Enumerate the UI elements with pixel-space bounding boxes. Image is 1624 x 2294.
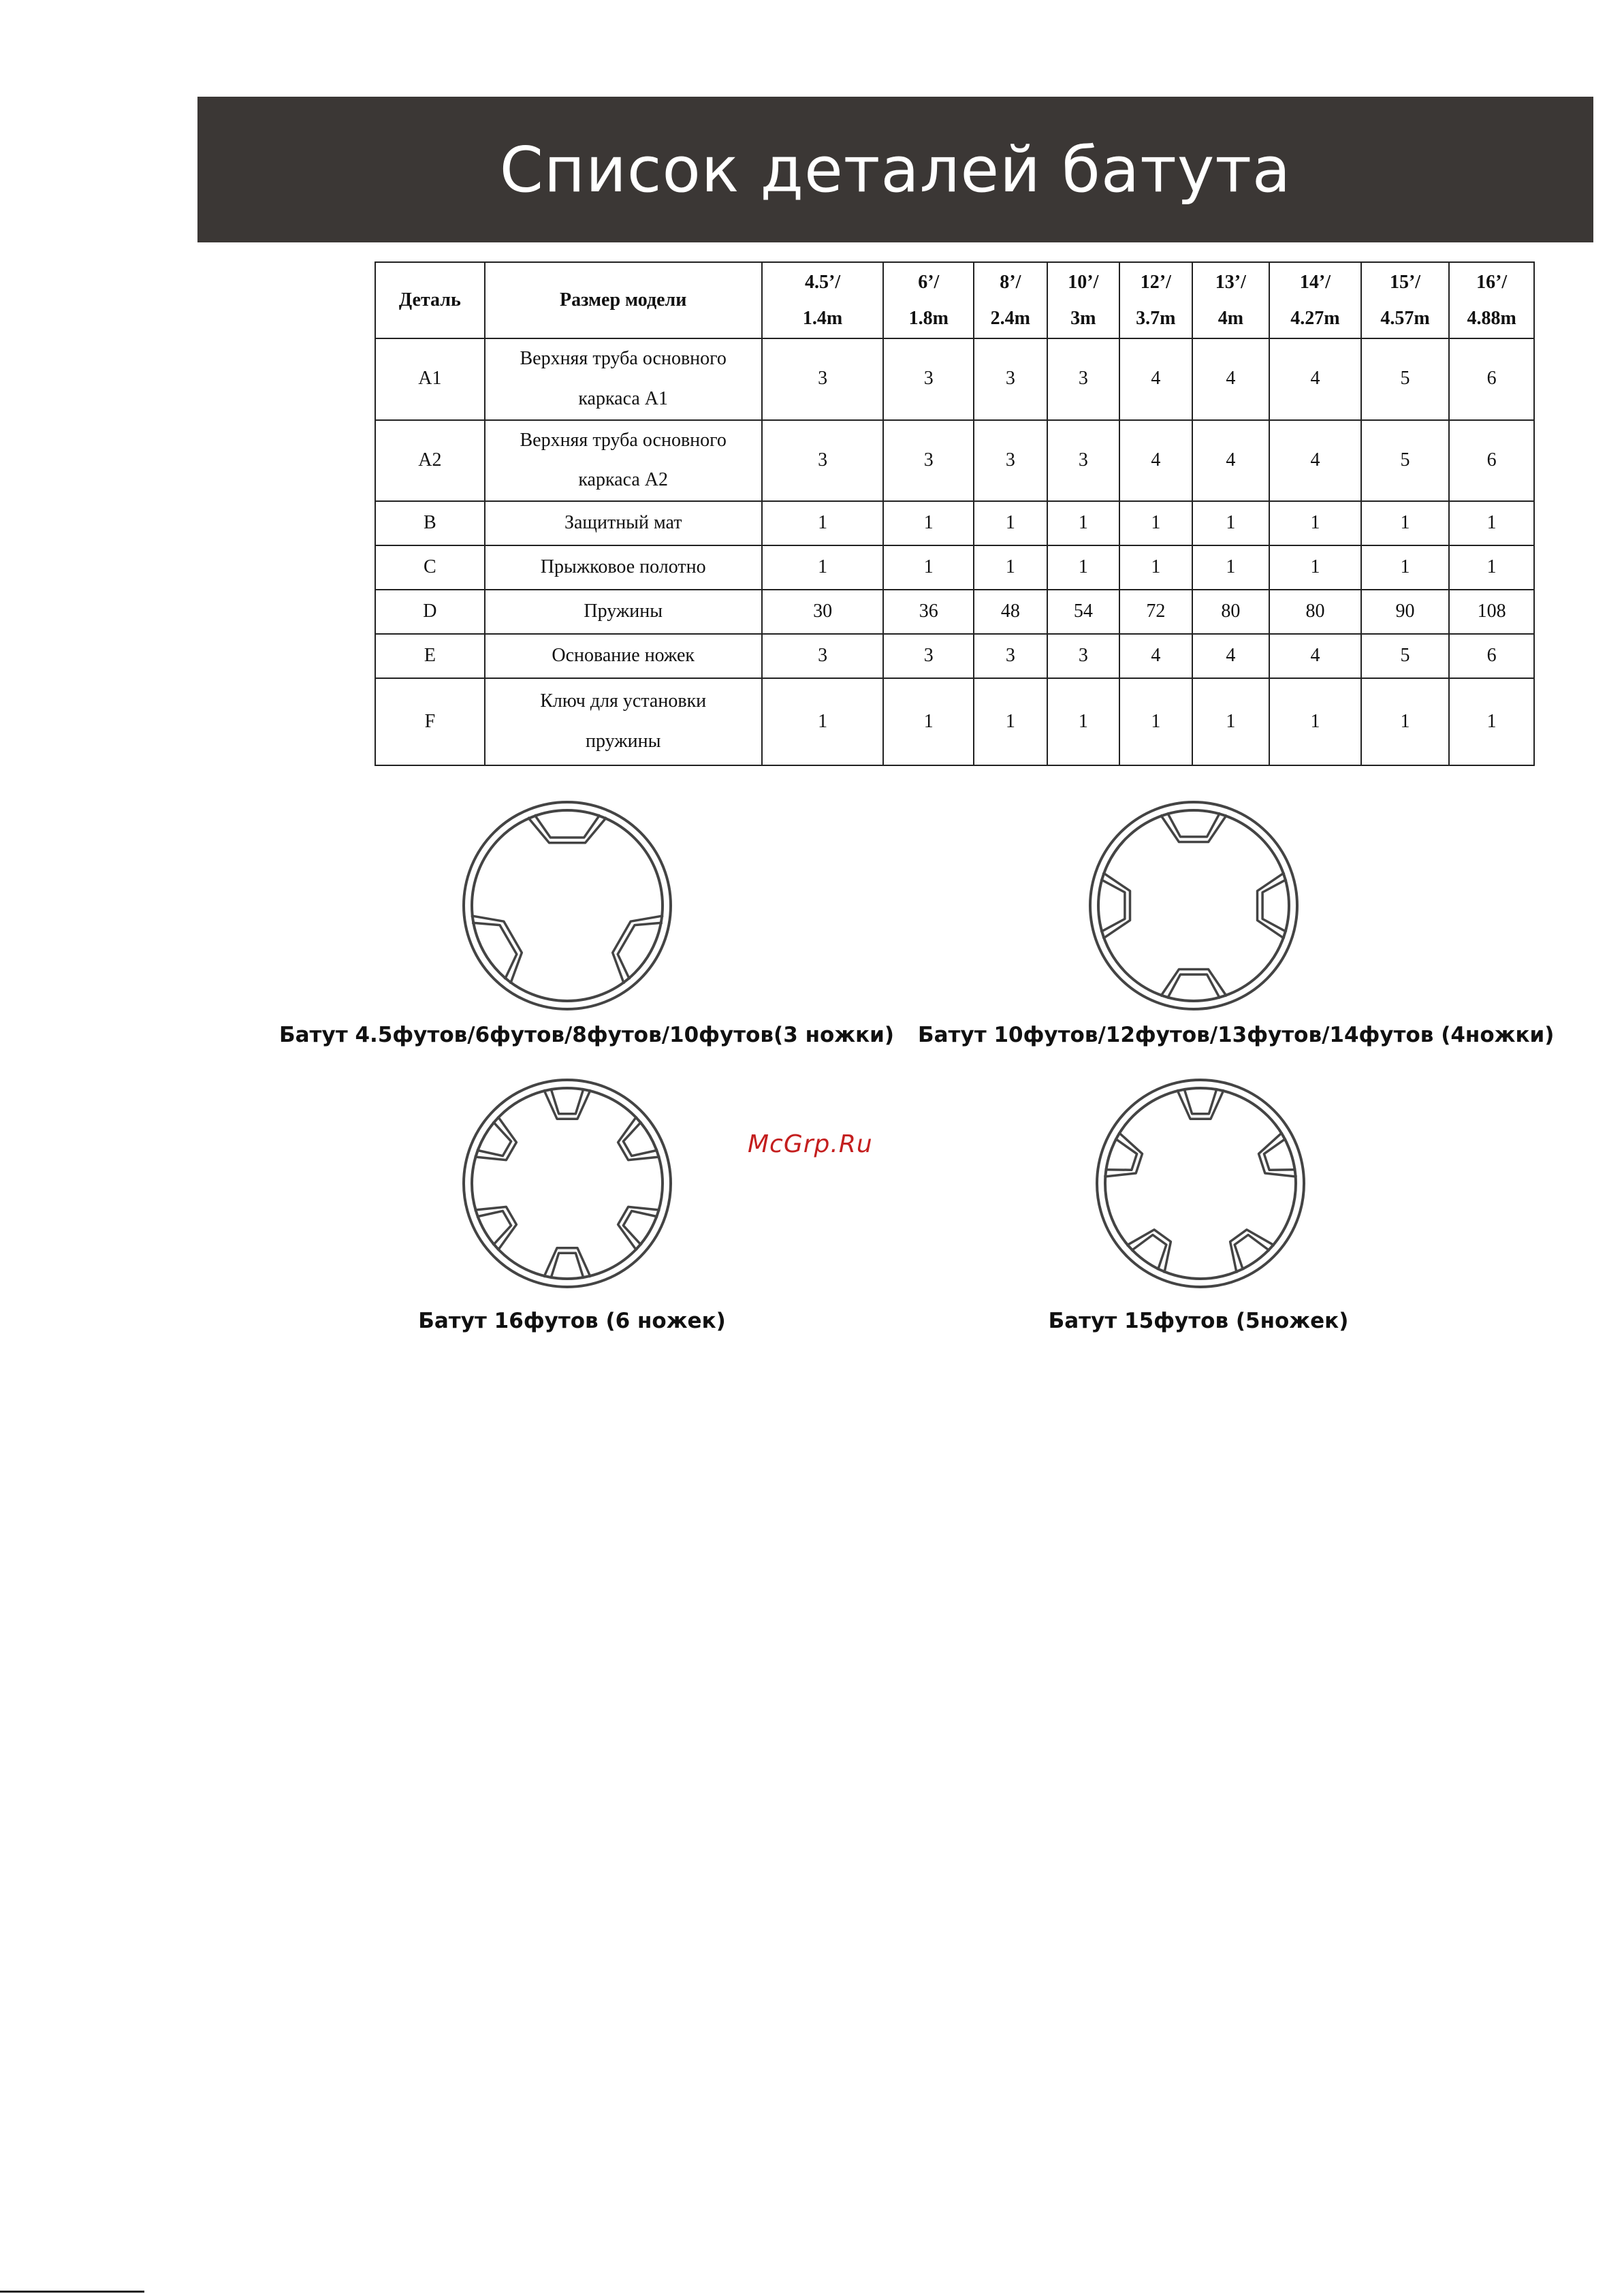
quantity-cell: 80	[1192, 590, 1270, 634]
frame-ring	[1090, 802, 1297, 1009]
part-code: A1	[375, 338, 485, 420]
quantity-cell: 108	[1449, 590, 1534, 634]
leg-base	[1184, 1088, 1217, 1114]
quantity-cell: 6	[1449, 634, 1534, 678]
quantity-cell: 3	[1047, 634, 1120, 678]
quantity-cell: 36	[883, 590, 974, 634]
part-code: F	[375, 678, 485, 765]
header-size: 12’/ 3.7m	[1119, 262, 1192, 338]
header-size: 6’/ 1.8m	[883, 262, 974, 338]
quantity-cell: 3	[1047, 338, 1120, 420]
corner-line	[0, 2291, 144, 2293]
quantity-cell: 3	[974, 338, 1047, 420]
frame-ring	[472, 1088, 663, 1279]
frame-ring	[472, 810, 663, 1001]
diagram-caption: Батут 15футов (5ножек)	[1048, 1309, 1349, 1333]
quantity-cell: 1	[1449, 545, 1534, 590]
trampoline-frame-drawing	[1088, 1071, 1313, 1296]
quantity-cell: 1	[1192, 501, 1270, 545]
table-row	[375, 501, 1534, 545]
header-size: 8’/ 2.4m	[974, 262, 1047, 338]
leg-base	[551, 1253, 584, 1279]
quantity-cell: 54	[1047, 590, 1120, 634]
header-part: Деталь	[375, 262, 485, 338]
leg-base	[551, 1088, 584, 1114]
quantity-cell: 6	[1449, 420, 1534, 502]
quantity-cell: 1	[1119, 501, 1192, 545]
quantity-cell: 5	[1361, 420, 1450, 502]
header-size: 14’/ 4.27m	[1269, 262, 1361, 338]
quantity-cell: 5	[1361, 338, 1450, 420]
table-row	[375, 590, 1534, 634]
quantity-cell: 4	[1192, 420, 1270, 502]
quantity-cell: 1	[1119, 678, 1192, 765]
quantity-cell: 1	[1047, 501, 1120, 545]
diagram-caption: Батут 10футов/12футов/13футов/14футов (4ножки)	[918, 1023, 1555, 1047]
table-header-row	[375, 262, 1534, 338]
part-code: D	[375, 590, 485, 634]
diagram-caption: Батут 4.5футов/6футов/8футов/10футов(3 ножки)	[279, 1023, 895, 1047]
quantity-cell: 80	[1269, 590, 1361, 634]
quantity-cell: 1	[1269, 678, 1361, 765]
part-name: Пружины	[485, 590, 762, 634]
trampoline-frame-drawing	[455, 793, 680, 1018]
quantity-cell: 1	[1047, 678, 1120, 765]
trampoline-diagram-4-legs	[1081, 793, 1306, 1018]
quantity-cell: 1	[1269, 501, 1361, 545]
quantity-cell: 1	[974, 501, 1047, 545]
frame-ring	[1097, 1080, 1304, 1287]
quantity-cell: 1	[1361, 545, 1450, 590]
quantity-cell: 3	[762, 338, 884, 420]
quantity-cell: 1	[1119, 545, 1192, 590]
quantity-cell: 4	[1269, 338, 1361, 420]
header-size: 10’/ 3m	[1047, 262, 1120, 338]
part-code: C	[375, 545, 485, 590]
quantity-cell: 4	[1269, 634, 1361, 678]
trampoline-frame-drawing	[455, 1071, 680, 1296]
table-row	[375, 678, 1534, 765]
trampoline-frame-drawing	[1081, 793, 1306, 1018]
quantity-cell: 1	[1449, 678, 1534, 765]
quantity-cell: 1	[974, 545, 1047, 590]
part-name: Основание ножек	[485, 634, 762, 678]
quantity-cell: 30	[762, 590, 884, 634]
part-code: B	[375, 501, 485, 545]
header-size: 15’/ 4.57m	[1361, 262, 1450, 338]
quantity-cell: 4	[1119, 634, 1192, 678]
leg-base	[1167, 974, 1220, 999]
part-name: Ключ для установки пружины	[485, 678, 762, 765]
quantity-cell: 48	[974, 590, 1047, 634]
quantity-cell: 1	[762, 678, 884, 765]
quantity-cell: 1	[1269, 545, 1361, 590]
diagram-caption: Батут 16футов (6 ножек)	[418, 1309, 726, 1333]
quantity-cell: 72	[1119, 590, 1192, 634]
leg-base	[1167, 812, 1220, 837]
quantity-cell: 3	[883, 634, 974, 678]
quantity-cell: 4	[1119, 338, 1192, 420]
leg-base	[1262, 879, 1287, 931]
table-row	[375, 420, 1534, 502]
quantity-cell: 1	[762, 545, 884, 590]
quantity-cell: 4	[1269, 420, 1361, 502]
trampoline-diagram-6-legs	[455, 1071, 680, 1296]
quantity-cell: 1	[974, 678, 1047, 765]
header-size: 16’/ 4.88m	[1449, 262, 1534, 338]
header-size: 4.5’/ 1.4m	[762, 262, 884, 338]
quantity-cell: 6	[1449, 338, 1534, 420]
frame-ring	[464, 1080, 671, 1287]
frame-ring	[464, 802, 671, 1009]
quantity-cell: 1	[1047, 545, 1120, 590]
table-row	[375, 634, 1534, 678]
quantity-cell: 1	[762, 501, 884, 545]
leg-base	[1100, 879, 1125, 931]
part-name: Прыжковое полотно	[485, 545, 762, 590]
quantity-cell: 3	[974, 634, 1047, 678]
quantity-cell: 1	[1361, 501, 1450, 545]
quantity-cell: 1	[883, 501, 974, 545]
part-name: Верхняя труба основного каркаса A2	[485, 420, 762, 502]
table-row	[375, 545, 1534, 590]
quantity-cell: 1	[1192, 545, 1270, 590]
frame-ring	[1098, 810, 1289, 1001]
leg-base	[535, 814, 600, 838]
quantity-cell: 3	[762, 420, 884, 502]
quantity-cell: 4	[1192, 634, 1270, 678]
quantity-cell: 1	[1192, 678, 1270, 765]
title-banner	[197, 97, 1593, 242]
part-code: E	[375, 634, 485, 678]
quantity-cell: 3	[883, 338, 974, 420]
quantity-cell: 1	[883, 678, 974, 765]
part-code: A2	[375, 420, 485, 502]
quantity-cell: 3	[883, 420, 974, 502]
quantity-cell: 1	[1361, 678, 1450, 765]
page-title: Список деталей батута	[499, 133, 1292, 206]
trampoline-diagram-5-legs	[1088, 1071, 1313, 1296]
trampoline-diagram-3-legs	[455, 793, 680, 1018]
watermark: McGrp.Ru	[748, 1130, 873, 1158]
part-name: Верхняя труба основного каркаса A1	[485, 338, 762, 420]
table-row	[375, 338, 1534, 420]
parts-table	[375, 261, 1535, 766]
quantity-cell: 4	[1192, 338, 1270, 420]
quantity-cell: 1	[883, 545, 974, 590]
quantity-cell: 3	[974, 420, 1047, 502]
quantity-cell: 3	[762, 634, 884, 678]
quantity-cell: 90	[1361, 590, 1450, 634]
quantity-cell: 5	[1361, 634, 1450, 678]
header-size: 13’/ 4m	[1192, 262, 1270, 338]
quantity-cell: 3	[1047, 420, 1120, 502]
part-name: Защитный мат	[485, 501, 762, 545]
quantity-cell: 4	[1119, 420, 1192, 502]
header-model-size: Размер модели	[485, 262, 762, 338]
quantity-cell: 1	[1449, 501, 1534, 545]
